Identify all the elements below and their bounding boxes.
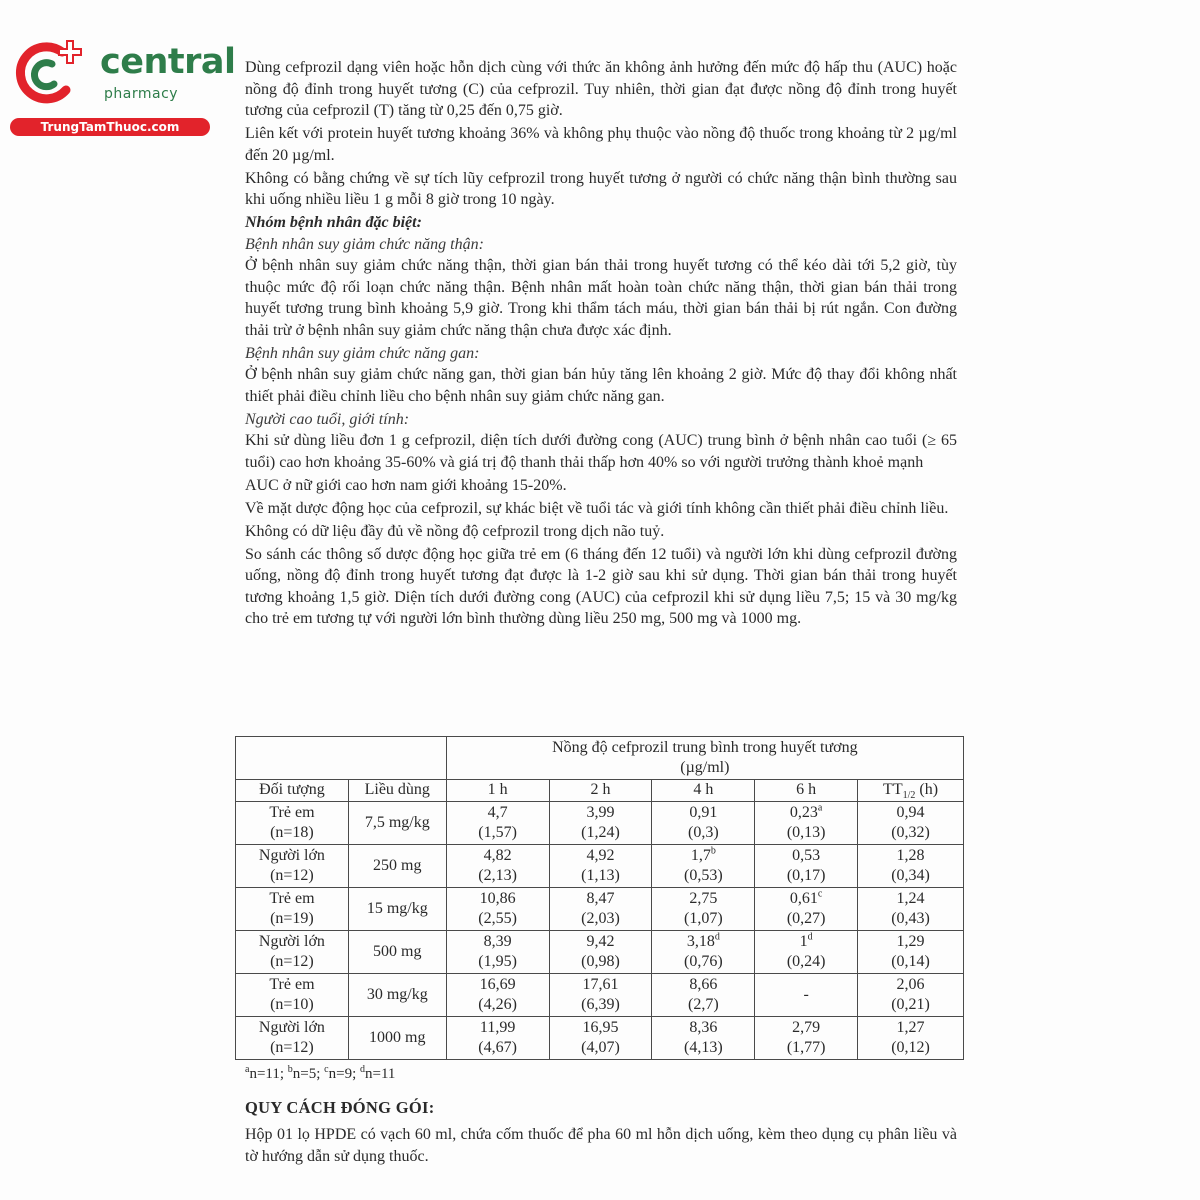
footnote-mark-a: a — [245, 1064, 250, 1075]
table-row — [236, 931, 964, 974]
cell-1h-value: 11,99 — [479, 1018, 516, 1036]
cell-6h — [755, 931, 858, 974]
cell-2h-value: 16,95 — [582, 1018, 619, 1036]
paragraph-elderly: Khi sử dùng liều đơn 1 g cefprozil, diện tích dưới đường cong (AUC) trung bình ở bệnh nhân cao tuổi (≥ 65 tuổi) cao hơn khoảng 35-60% và giá trị độ thanh thải thấp hơn 40% so với người trưởng thành khoẻ mạnh — [245, 432, 957, 471]
logo-website: TrungTamThuoc.com — [10, 118, 210, 136]
cell-6h-value: 0,61$^c$ — [789, 888, 823, 907]
footnote-text-c: n=9; — [328, 1066, 361, 1082]
cell-1h — [446, 931, 549, 974]
cell-1h — [446, 845, 549, 888]
cell-1h-sd: (1,57) — [478, 824, 517, 841]
cell-half-life-value: 0,94 — [896, 803, 925, 821]
cell-subject — [236, 931, 349, 974]
heading-renal: Bệnh nhân suy giảm chức năng thận: — [245, 235, 484, 253]
cell-4h — [652, 845, 755, 888]
cell-half-life — [858, 974, 964, 1017]
heading-elderly: Người cao tuổi, giới tính: — [245, 410, 410, 428]
cell-6h-footnote-mark: d — [807, 931, 813, 943]
cell-6h-footnote-mark: c — [817, 888, 823, 900]
cell-2h-value: 4,92 — [586, 846, 615, 864]
cell-4h — [652, 802, 755, 845]
footnote-mark-d: d — [360, 1064, 366, 1075]
cell-subject-value: Người lớn — [258, 932, 325, 950]
table-header-empty — [236, 737, 447, 780]
col-header-dose: Liều dùng — [348, 780, 446, 802]
cell-subject-sd: (n=18) — [270, 824, 314, 841]
cell-half-life-value: 1,28 — [896, 846, 925, 864]
table-row — [236, 974, 964, 1017]
col-header-6h: 6 h — [755, 780, 858, 802]
col-header-tt: TT — [883, 781, 903, 799]
cell-half-life-sd: (0,34) — [891, 867, 930, 884]
cell-4h-footnote-mark: d — [714, 931, 720, 943]
cell-half-life — [858, 1017, 964, 1060]
footnote-text-a: n=11; — [249, 1066, 288, 1082]
col-header-tt-sub: 1/2 — [902, 790, 916, 802]
cell-4h-value: 1,7$^b$ — [690, 845, 716, 864]
cell-dose-value: 7,5 mg/kg — [364, 813, 430, 831]
cell-subject — [236, 802, 349, 845]
table-body — [236, 802, 964, 1060]
cell-1h — [446, 974, 549, 1017]
cell-4h-sd: (0,53) — [683, 867, 723, 884]
cell-half-life-sd: (0,12) — [891, 1039, 930, 1056]
cell-6h-value: 0,53 — [792, 846, 821, 864]
footnote-text-d: n=11 — [365, 1066, 396, 1082]
cell-half-life-sd: (0,21) — [891, 996, 930, 1013]
cell-4h-value: 0,91 — [689, 803, 718, 821]
cell-dose — [348, 1017, 446, 1060]
cell-6h-sd: (0,27) — [786, 910, 826, 927]
cell-subject-value: Trẻ em — [269, 803, 315, 821]
cell-4h — [652, 931, 755, 974]
cell-4h-sd: (0,3) — [687, 824, 719, 841]
footnote-mark-c: c — [324, 1064, 329, 1075]
cell-dose-value: 500 mg — [373, 942, 422, 960]
cell-1h — [446, 802, 549, 845]
cell-1h-value: 4,82 — [483, 846, 512, 864]
heading-special-groups: Nhóm bệnh nhân đặc biệt: — [245, 214, 422, 231]
cell-6h — [755, 974, 858, 1017]
cell-subject — [236, 845, 349, 888]
cell-1h-sd: (2,13) — [478, 867, 517, 884]
table-footnote — [245, 1066, 395, 1083]
central-logo-icon — [10, 38, 90, 108]
col-header-subject: Đối tượng — [236, 780, 349, 802]
cell-6h-value: 0,23$^a$ — [789, 802, 823, 821]
cell-2h-value: 8,47 — [586, 889, 615, 907]
heading-liver: Bệnh nhân suy giảm chức năng gan: — [245, 344, 480, 362]
cell-half-life-sd: (0,14) — [891, 953, 930, 970]
cell-6h-sd: (0,24) — [786, 953, 826, 970]
cell-1h-sd: (4,26) — [478, 996, 517, 1013]
cell-6h-sd: (0,17) — [786, 867, 826, 884]
cell-2h — [549, 1017, 652, 1060]
cell-half-life-value: 1,29 — [896, 932, 925, 950]
table-header-row-2 — [236, 780, 964, 802]
table-header-row-1 — [236, 737, 964, 780]
cell-subject-value: Người lớn — [258, 1018, 325, 1036]
cell-subject — [236, 1017, 349, 1060]
cell-4h-value: 3,18$^d$ — [686, 931, 720, 950]
footnote-mark-b: b — [287, 1064, 293, 1075]
cell-dose — [348, 931, 446, 974]
logo-brand-sub: pharmacy — [104, 86, 179, 102]
cell-half-life — [858, 931, 964, 974]
cell-1h-sd: (1,95) — [478, 953, 517, 970]
paragraph-renal: Ở bệnh nhân suy giảm chức năng thận, thời gian bán thải trong huyết tương có thể kéo dài tới 5,2 giờ, tùy thuộc mức độ rối loạn chức năng thận. Bệnh nhân mất hoàn toàn chức năng thận, thời gian bán thải trong huyết tương trung bình khoảng 5,9 giờ. Trong khi thẩm tách máu, thời gian bán thải bị rút ngắn. Con đường thải trừ ở bệnh nhân suy giảm chức năng thận chưa được xác định. — [245, 257, 957, 339]
cell-dose — [348, 802, 446, 845]
table-header-group — [446, 737, 963, 780]
cell-4h-sd: (4,13) — [683, 1039, 723, 1056]
cell-2h — [549, 931, 652, 974]
cell-2h — [549, 888, 652, 931]
cell-half-life — [858, 845, 964, 888]
logo-brand-name: central — [100, 42, 236, 82]
cell-1h-value: 8,39 — [483, 932, 512, 950]
cell-dose — [348, 845, 446, 888]
cell-4h-sd: (1,07) — [683, 910, 723, 927]
cell-6h-footnote-mark: a — [817, 802, 823, 814]
paragraph-csf: Không có dữ liệu đầy đủ về nồng độ cefprozil trong dịch não tuỷ. — [245, 522, 665, 540]
cell-dose-value: 250 mg — [373, 856, 422, 874]
paragraph-protein-binding: Liên kết với protein huyết tương khoảng 36% và không phụ thuộc vào nồng độ thuốc trong khoảng từ 2 µg/ml đến 20 µg/ml. — [245, 125, 957, 164]
col-header-tt-unit: (h) — [915, 781, 939, 799]
document-body — [245, 57, 957, 631]
cell-6h-value: 2,79 — [792, 1018, 821, 1036]
cell-2h-sd: (4,07) — [581, 1039, 620, 1056]
cell-6h — [755, 845, 858, 888]
cell-2h — [549, 845, 652, 888]
cell-1h-sd: (4,67) — [478, 1039, 517, 1056]
col-header-half-life — [858, 780, 964, 802]
cell-half-life — [858, 888, 964, 931]
cell-subject-sd: (n=10) — [270, 996, 314, 1013]
cell-6h — [755, 1017, 858, 1060]
cell-half-life-value: 2,06 — [896, 975, 925, 993]
cell-2h — [549, 802, 652, 845]
cell-1h — [446, 1017, 549, 1060]
cell-1h-value: 10,86 — [479, 889, 516, 907]
paragraph-food-effect: Dùng cefprozil dạng viên hoặc hỗn dịch cùng với thức ăn không ảnh hưởng đến mức độ hấp thu (AUC) hoặc nồng độ đỉnh trong huyết tương (C) của cefprozil. Tuy nhiên, thời gian đạt được nồng độ đỉnh trong huyết tương của cefprozil (T) tăng từ 0,25 đến 0,75 giờ. — [245, 59, 957, 119]
cell-subject-value: Người lớn — [258, 846, 325, 864]
cell-1h-sd: (2,55) — [478, 910, 517, 927]
cell-half-life-sd: (0,32) — [891, 824, 930, 841]
cell-subject — [236, 974, 349, 1017]
cell-2h-sd: (2,03) — [581, 910, 620, 927]
cell-half-life-sd: (0,43) — [891, 910, 930, 927]
cell-2h-sd: (1,13) — [581, 867, 620, 884]
cell-4h-value: 8,66 — [689, 975, 718, 993]
cell-subject-sd: (n=19) — [270, 910, 314, 927]
cell-subject-sd: (n=12) — [270, 1039, 314, 1056]
cell-4h — [652, 888, 755, 931]
table-row — [236, 845, 964, 888]
cell-4h-sd: (0,76) — [683, 953, 723, 970]
col-header-1h: 1 h — [446, 780, 549, 802]
cell-half-life-value: 1,24 — [896, 889, 925, 907]
cell-dose-value: 30 mg/kg — [366, 985, 428, 1003]
paragraph-auc-gender: AUC ở nữ giới cao hơn nam giới khoảng 15-20%. — [245, 476, 567, 494]
footnote-text-b: n=5; — [292, 1066, 325, 1082]
cell-1h-value: 16,69 — [479, 975, 516, 993]
cell-4h-value: 8,36 — [689, 1018, 718, 1036]
cell-6h-sd: (0,13) — [786, 824, 826, 841]
cell-1h-value: 4,7 — [487, 803, 508, 821]
cell-2h-sd: (0,98) — [581, 953, 620, 970]
cell-2h-sd: (6,39) — [581, 996, 620, 1013]
cell-dose — [348, 888, 446, 931]
pharmacokinetics-table — [235, 736, 964, 1060]
paragraph-packaging: Hộp 01 lọ HPDE có vạch 60 ml, chứa cốm thuốc để pha 60 ml hỗn dịch uống, kèm theo dụng cụ phân liều và tờ hướng dẫn sử dụng thuốc. — [245, 1126, 957, 1165]
table-row — [236, 888, 964, 931]
cell-6h-value: 1$^d$ — [799, 931, 813, 950]
cell-6h-value: - — [803, 985, 809, 1003]
col-header-4h: 4 h — [652, 780, 755, 802]
table-header-group-title: Nồng độ cefprozil trung bình trong huyết tương — [552, 738, 858, 756]
cell-dose — [348, 974, 446, 1017]
cell-subject-sd: (n=12) — [270, 867, 314, 884]
cell-dose-value: 15 mg/kg — [366, 899, 428, 917]
paragraph-kinetics: Về mặt dược động học của cefprozil, sự khác biệt về tuổi tác và giới tính không cần thiết phải điều chỉnh liều. — [245, 499, 949, 517]
cell-6h-sd: (1,77) — [786, 1039, 826, 1056]
cell-half-life — [858, 802, 964, 845]
cell-4h-footnote-mark: b — [710, 845, 716, 857]
cell-subject-value: Trẻ em — [269, 975, 315, 993]
paragraph-compare: So sánh các thông số dược động học giữa trẻ em (6 tháng đến 12 tuổi) và người lớn khi dùng cefprozil đường uống, nồng độ đỉnh trong huyết tương đạt được là 1-2 giờ sau khi sử dụng. Thời gian bán thải trong huyết tương khoảng 1,5 giờ. Diện tích dưới đường cong (AUC) của cefprozil khi sử dụng liều 7,5; 15 và 30 mg/kg cho trẻ em tương tự với người lớn bình thường dùng liều 250 mg, 500 mg và 1000 mg. — [245, 545, 957, 627]
cell-4h — [652, 1017, 755, 1060]
cell-2h-value: 3,99 — [586, 803, 615, 821]
cell-4h-sd: (2,7) — [687, 996, 719, 1013]
cell-2h-sd: (1,24) — [581, 824, 620, 841]
col-header-2h: 2 h — [549, 780, 652, 802]
cell-6h — [755, 802, 858, 845]
section-title-packaging: QUY CÁCH ĐÓNG GÓI: — [245, 1098, 435, 1117]
cell-4h-value: 2,75 — [689, 889, 718, 907]
cell-2h-value: 17,61 — [582, 975, 619, 993]
paragraph-accumulation: Không có bằng chứng về sự tích lũy cefprozil trong huyết tương ở người có chức năng thận bình thường sau khi uống nhiều liều 1 g mỗi 8 giờ trong 10 ngày. — [245, 169, 957, 208]
paragraph-liver: Ở bệnh nhân suy giảm chức năng gan, thời gian bán hủy tăng lên khoảng 2 giờ. Mức độ thay đổi không nhất thiết phải điều chỉnh liều cho bệnh nhân suy giảm chức năng gan. — [245, 366, 957, 405]
table-row — [236, 1017, 964, 1060]
cell-subject-value: Trẻ em — [269, 889, 315, 907]
cell-half-life-value: 1,27 — [896, 1018, 925, 1036]
cell-4h — [652, 974, 755, 1017]
pharmacy-logo — [10, 36, 236, 136]
cell-2h-value: 9,42 — [586, 932, 615, 950]
cell-subject-sd: (n=12) — [270, 953, 314, 970]
cell-1h — [446, 888, 549, 931]
table-row — [236, 802, 964, 845]
cell-6h — [755, 888, 858, 931]
cell-dose-value: 1000 mg — [369, 1028, 426, 1046]
cell-2h — [549, 974, 652, 1017]
table-header-group-unit: (µg/ml) — [680, 759, 730, 776]
cell-subject — [236, 888, 349, 931]
